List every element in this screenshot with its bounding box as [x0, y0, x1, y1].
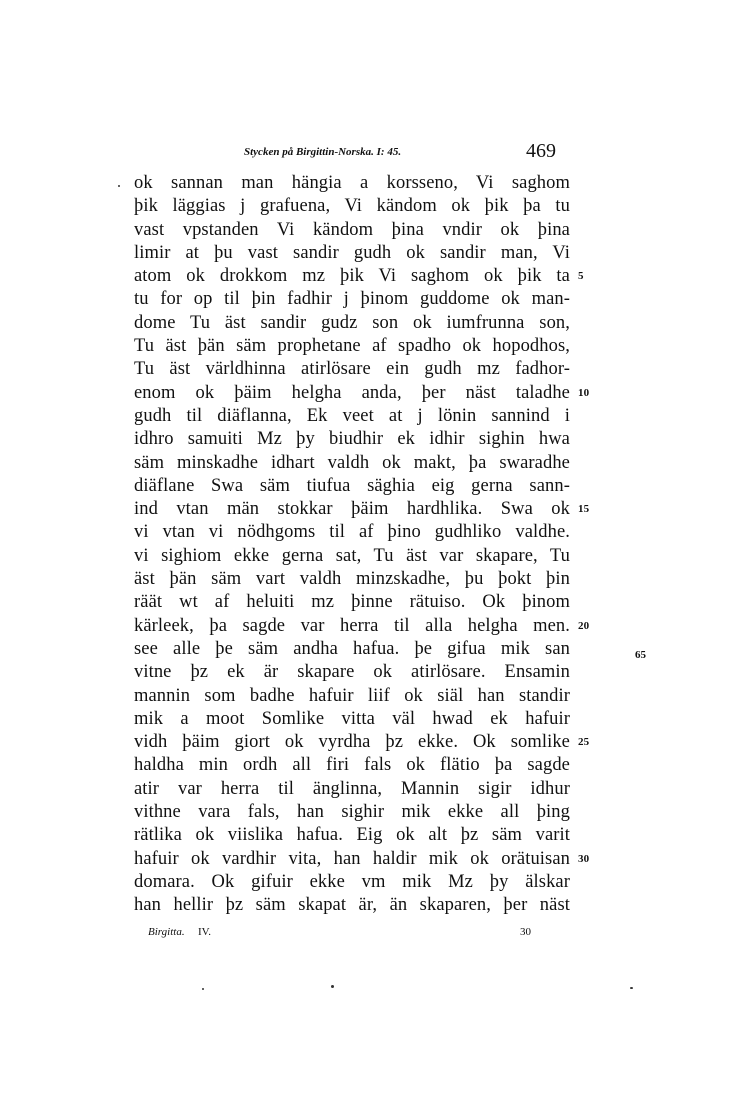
- text-line-content: äst þän säm vart valdh minzskadhe, þu þokt þin: [134, 569, 570, 590]
- text-line-content: diäflane Swa säm tiufua säghia eig gerna sann-: [134, 475, 570, 496]
- line-number: 30: [578, 852, 590, 865]
- text-line: [134, 219, 570, 242]
- text-line-content: vi sighiom ekke gerna sat, Tu äst var skapare, Tu: [134, 545, 570, 566]
- text-line-content: vast vpstanden Vi kändom þina vndir ok þina: [134, 219, 570, 240]
- signature-volume: IV.: [198, 926, 211, 938]
- text-line: [134, 801, 570, 824]
- text-line: [134, 754, 570, 777]
- text-line: [134, 708, 570, 731]
- text-line-content: säm minskadhe idhart valdh ok makt, þa swaradhe: [134, 452, 570, 473]
- text-line-content: enom ok þäim helgha anda, þer näst taladhe: [134, 382, 570, 403]
- text-line-content: domara. Ok gifuir ekke vm mik Mz þy älskar: [134, 871, 570, 892]
- text-line: [134, 335, 570, 358]
- text-line: [134, 661, 570, 684]
- text-line-content: atir var herra til änglinna, Mannin sigir idhur: [134, 778, 570, 799]
- line-number: 5: [578, 270, 584, 283]
- line-number: 25: [578, 736, 590, 749]
- margin-note: 65: [635, 649, 646, 661]
- text-line: [134, 242, 570, 265]
- scan-speck: [202, 988, 204, 990]
- text-line-content: hafuir ok vardhir vita, han haldir mik ok orätuisan: [134, 848, 570, 869]
- text-line-content: han hellir þz säm skapat är, än skaparen, þer näst: [134, 895, 570, 916]
- scan-speck: [630, 987, 633, 989]
- text-line: [134, 848, 590, 871]
- text-line: [134, 894, 570, 917]
- text-line: [134, 521, 570, 544]
- gathering-number: 30: [520, 926, 531, 938]
- text-line-content: atom ok drokkom mz þik Vi saghom ok þik ta: [134, 266, 570, 287]
- text-line-content: ok sannan man hängia a korsseno, Vi saghom: [134, 173, 570, 193]
- text-line: [134, 615, 590, 638]
- line-number: 20: [578, 619, 590, 632]
- text-line-content: þik läggias j grafuena, Vi kändom ok þik þa tu: [134, 196, 570, 217]
- text-line: [134, 195, 570, 218]
- text-line-content: rätlika ok viislika hafua. Eig ok alt þz säm varit: [134, 825, 570, 846]
- text-line: [134, 312, 570, 335]
- text-line: [134, 498, 590, 521]
- text-line: [134, 405, 570, 428]
- text-line-content: mik a moot Somlike vitta väl hwad ek hafuir: [134, 708, 570, 729]
- text-line: [134, 358, 570, 381]
- text-line-content: gudh til diäflanna, Ek veet at j lönin sannind i: [134, 405, 570, 426]
- text-line: [134, 452, 570, 475]
- text-line: [134, 172, 570, 195]
- text-line: [134, 428, 570, 451]
- text-line-content: see alle þe säm andha hafua. þe gifua mik san: [134, 638, 570, 659]
- main-text-block: [134, 172, 590, 918]
- text-line: [134, 824, 570, 847]
- page-header: [236, 140, 556, 168]
- text-line: [134, 731, 590, 754]
- text-line: [134, 265, 584, 288]
- scan-speck: [118, 185, 120, 187]
- text-line-content: vi vtan vi nödhgoms til af þino gudhliko valdhe.: [134, 522, 570, 543]
- scan-speck: [331, 985, 334, 988]
- text-line-content: ind vtan män stokkar þäim hardhlika. Swa ok: [134, 499, 570, 520]
- text-line-content: tu for op til þin fadhir j þinom guddome ok man-: [134, 289, 570, 310]
- text-line-content: räät wt af heluiti mz þinne rätuiso. Ok þinom: [134, 592, 570, 613]
- text-line-content: kärleek, þa sagde var herra til alla helgha men.: [134, 615, 570, 636]
- text-line-content: Tu äst þän säm prophetane af spadho ok hopodhos,: [134, 336, 570, 357]
- text-line: [134, 871, 570, 894]
- signature-mark: Birgitta.: [148, 926, 185, 938]
- text-line-content: mannin som badhe hafuir liif ok siäl han standir: [134, 685, 570, 706]
- page-number: 469: [526, 140, 556, 162]
- running-title: Stycken på Birgittin-Norska. I: 45.: [244, 146, 402, 158]
- text-line: [134, 685, 570, 708]
- text-line-content: haldha min ordh all firi fals ok flätio þa sagde: [134, 755, 570, 776]
- text-line: [134, 568, 570, 591]
- text-line-content: vithne vara fals, han sighir mik ekke all þing: [134, 802, 570, 823]
- text-line: [134, 591, 570, 614]
- text-line: [134, 778, 570, 801]
- page-footer: [148, 926, 548, 946]
- text-line: [134, 475, 570, 498]
- text-line-content: dome Tu äst sandir gudz son ok iumfrunna son,: [134, 312, 570, 333]
- line-number: 15: [578, 503, 590, 516]
- text-line: [134, 382, 590, 405]
- text-line-content: vitne þz ek är skapare ok atirlösare. Ensamin: [134, 662, 570, 683]
- text-line-content: vidh þäim giort ok vyrdha þz ekke. Ok somlike: [134, 732, 570, 753]
- text-line: [134, 288, 570, 311]
- line-number: 10: [578, 386, 590, 399]
- text-line-content: idhro samuiti Mz þy biudhir ek idhir sighin hwa: [134, 429, 570, 450]
- text-line: [134, 545, 570, 568]
- text-line-content: limir at þu vast sandir gudh ok sandir man, Vi: [134, 242, 570, 263]
- text-line: [134, 638, 570, 661]
- text-line-content: Tu äst världhinna atirlösare ein gudh mz fadhor-: [134, 359, 570, 380]
